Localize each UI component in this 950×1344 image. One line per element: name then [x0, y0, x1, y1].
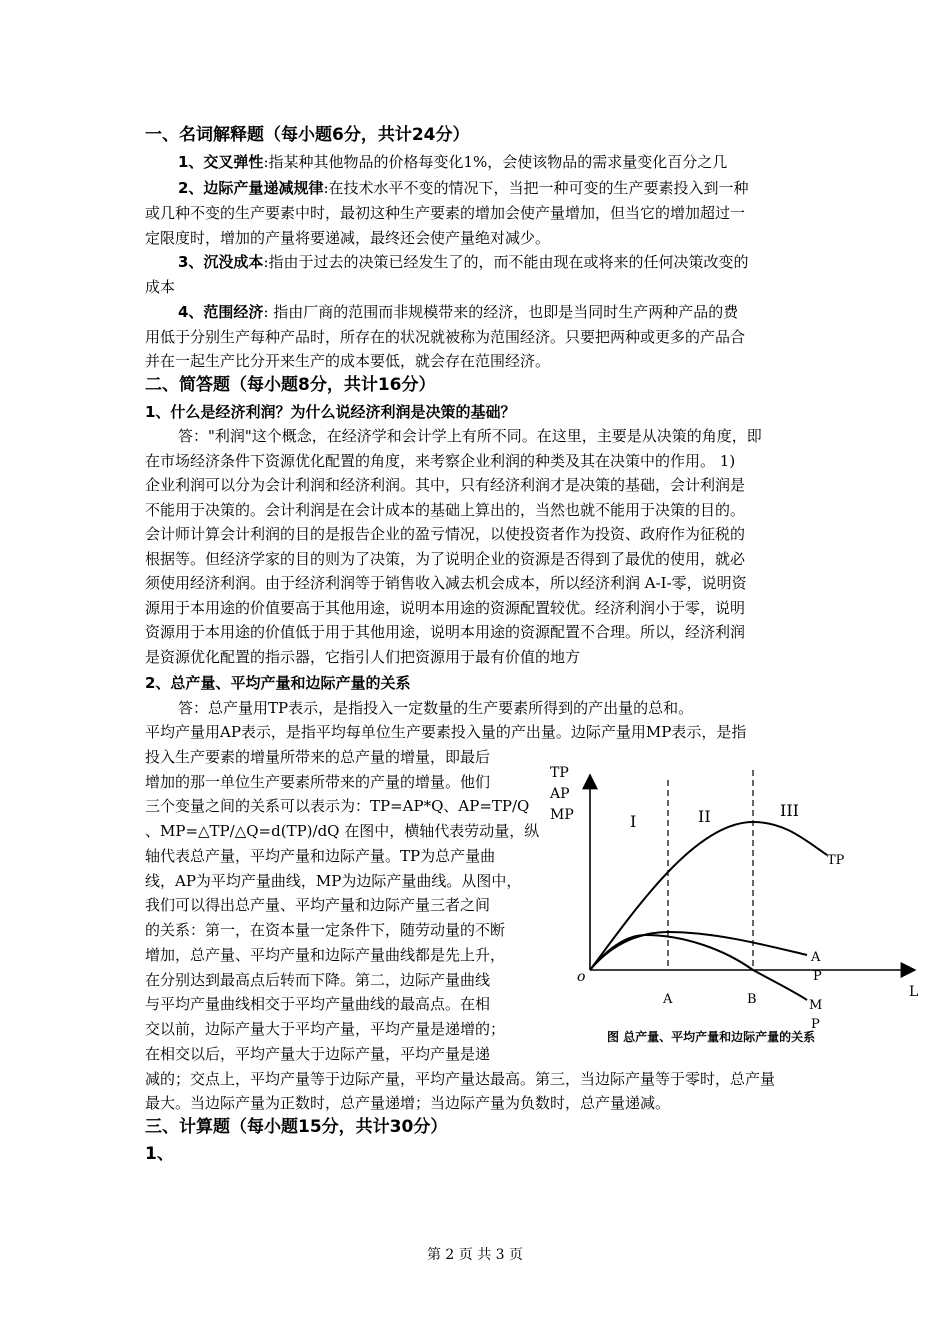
- answer-2-left-line: 与平均产量曲线相交于平均产量曲线的最高点。在相: [145, 995, 491, 1013]
- x-axis-label: L: [909, 984, 919, 1000]
- term-2: [178, 177, 749, 199]
- mp-curve: [590, 935, 807, 1000]
- answer-2-left-line: 投入生产要素的增量所带来的总产量的增量，即最后: [145, 748, 491, 766]
- answer-2-line: 平均产量用AP表示，是指平均每单位生产要素投入量的产出量。边际产量用MP表示，是指: [145, 723, 747, 741]
- answer-2-left-line: 增加的那一单位生产要素所带来的产量的增量。他们: [145, 773, 491, 791]
- answer-1-line: 会计师计算会计利润的目的是报告企业的盈亏情况，以使投资者作为投资、政府作为征税的: [145, 525, 746, 543]
- term-3-line-2: 成本: [145, 278, 176, 296]
- curve-label-tp: TP: [827, 853, 845, 868]
- production-curves-figure: [545, 760, 945, 1070]
- answer-2-left-line: 我们可以得出总产量、平均产量和边际产量三者之间: [145, 896, 491, 914]
- y-label-ap: AP: [550, 786, 570, 802]
- point-b-label: B: [747, 992, 757, 1007]
- section-2-heading: 二、简答题（每小题8分，共计16分）: [145, 375, 436, 395]
- y-label-tp: TP: [550, 765, 569, 781]
- answer-2-left-line: 的关系：第一，在资本量一定条件下，随劳动量的不断: [145, 921, 506, 939]
- question-2-title: 2、总产量、平均产量和边际产量的关系: [145, 674, 411, 692]
- answer-2-line: 答：总产量用TP表示，是指投入一定数量的生产要素所得到的产出量的总和。: [178, 699, 694, 717]
- term-1-title: 1、交叉弹性: [178, 153, 264, 171]
- answer-2-left-line: 在相交以后，平均产量大于边际产量，平均产量是递: [145, 1045, 491, 1063]
- answer-2-left-line: 轴代表总产量，平均产量和边际产量。TP为总产量曲: [145, 847, 496, 865]
- answer-2-tail-line: 减的；交点上，平均产量等于边际产量，平均产量达最高。第三，当边际产量等于零时，总产量: [145, 1070, 776, 1088]
- answer-2-left-line: 、MP=△TP/△Q=d(TP)/dQ 在图中，横轴代表劳动量，纵: [145, 822, 540, 840]
- curve-label-mp-1: M: [809, 998, 823, 1013]
- term-4-title: 4、范围经济: [178, 303, 264, 321]
- answer-1-line: 资源用于本用途的价值低于用于其他用途，说明本用途的资源配置不合理。所以，经济利润: [145, 623, 746, 641]
- section-1-heading: 一、名词解释题（每小题6分，共计24分）: [145, 125, 470, 145]
- figure-caption: 图 总产量、平均产量和边际产量的关系: [607, 1030, 816, 1044]
- question-1-title: 1、什么是经济利润？为什么说经济利润是决策的基础？: [145, 403, 516, 421]
- term-2-def: :在技术水平不变的情况下，当把一种可变的生产要素投入到一种: [323, 179, 749, 197]
- page-footer: 第 2 页 共 3 页: [426, 1247, 524, 1263]
- term-2-title: 2、边际产量递减规律: [178, 179, 324, 197]
- section-3-heading: 三、计算题（每小题15分，共计30分）: [145, 1117, 448, 1137]
- ap-curve: [590, 932, 807, 970]
- term-3-title: 3、沉没成本: [178, 253, 264, 271]
- answer-1-line: 是资源优化配置的指示器，它指引人们把资源用于最有价值的地方: [145, 648, 581, 666]
- answer-1-line: 根据等。但经济学家的目的则为了决策，为了说明企业的资源是否得到了最优的使用，就必: [145, 550, 746, 568]
- term-1-def: :指某种其他物品的价格每变化1%，会使该物品的需求量变化百分之几: [263, 153, 728, 171]
- curve-label-ap-2: P: [813, 969, 822, 984]
- term-2-line-3: 定限度时，增加的产量将要递减，最终还会使产量绝对减少。: [145, 229, 551, 247]
- stage-label-2: II: [698, 807, 711, 826]
- curve-label-mp-2: P: [811, 1017, 820, 1032]
- answer-1-line: 不能用于决策的。会计利润是在会计成本的基础上算出的，当然也就不能用于决策的目的。: [145, 501, 746, 519]
- term-4-line-3: 并在一起生产比分开来生产的成本要低，就会存在范围经济。: [145, 352, 551, 370]
- term-2-line-2: 或几种不变的生产要素中时，最初这种生产要素的增加会使产量增加，但当它的增加超过一: [145, 204, 746, 222]
- stage-label-1: I: [630, 812, 637, 831]
- answer-1-line: 须使用经济利润。由于经济利润等于销售收入减去机会成本，所以经济利润 A-I-零，说明资: [145, 574, 747, 592]
- stage-label-3: III: [780, 801, 799, 820]
- answer-1-line: 在市场经济条件下资源优化配置的角度，来考察企业利润的种类及其在决策中的作用。 1): [145, 452, 736, 470]
- answer-2-left-line: 交以前，边际产量大于平均产量，平均产量是递增的；: [145, 1020, 506, 1038]
- answer-1-line: 答："利润"这个概念，在经济学和会计学上有所不同。在这里，主要是从决策的角度，即: [178, 427, 762, 445]
- term-1: [178, 151, 727, 173]
- origin-label: o: [577, 969, 586, 985]
- answer-2-left-line: 线，AP为平均产量曲线，MP为边际产量曲线。从图中，: [145, 872, 522, 890]
- term-3-def: :指由于过去的决策已经发生了的，而不能由现在或将来的任何决策改变的: [263, 253, 749, 271]
- y-label-mp: MP: [550, 807, 574, 823]
- term-4-def: : 指由厂商的范围而非规模带来的经济，也即是当同时生产两种产品的费: [263, 303, 739, 321]
- answer-2-left-line: 增加，总产量、平均产量和边际产量曲线都是先上升，: [145, 946, 506, 964]
- answer-2-tail-line: 最大。当边际产量为正数时，总产量递增；当边际产量为负数时，总产量递减。: [145, 1094, 671, 1112]
- answer-2-left-line: 在分别达到最高点后转而下降。第二，边际产量曲线: [145, 971, 491, 989]
- curve-label-ap-1: A: [811, 950, 821, 965]
- term-4-line-2: 用低于分别生产每种产品时，所存在的状况就被称为范围经济。只要把两种或更多的产品合: [145, 328, 746, 346]
- answer-2-left-line: 三个变量之间的关系可以表示为：TP=AP*Q、AP=TP/Q: [145, 797, 530, 815]
- term-4: [178, 301, 738, 323]
- calc-item-1: 1、: [145, 1144, 174, 1164]
- answer-1-line: 源用于本用途的价值要高于其他用途，说明本用途的资源配置较优。经济利润小于零，说明: [145, 599, 746, 617]
- answer-1-line: 企业利润可以分为会计利润和经济利润。其中，只有经济利润才是决策的基础，会计利润是: [145, 476, 746, 494]
- point-a-label: A: [663, 992, 673, 1007]
- term-3: [178, 251, 749, 273]
